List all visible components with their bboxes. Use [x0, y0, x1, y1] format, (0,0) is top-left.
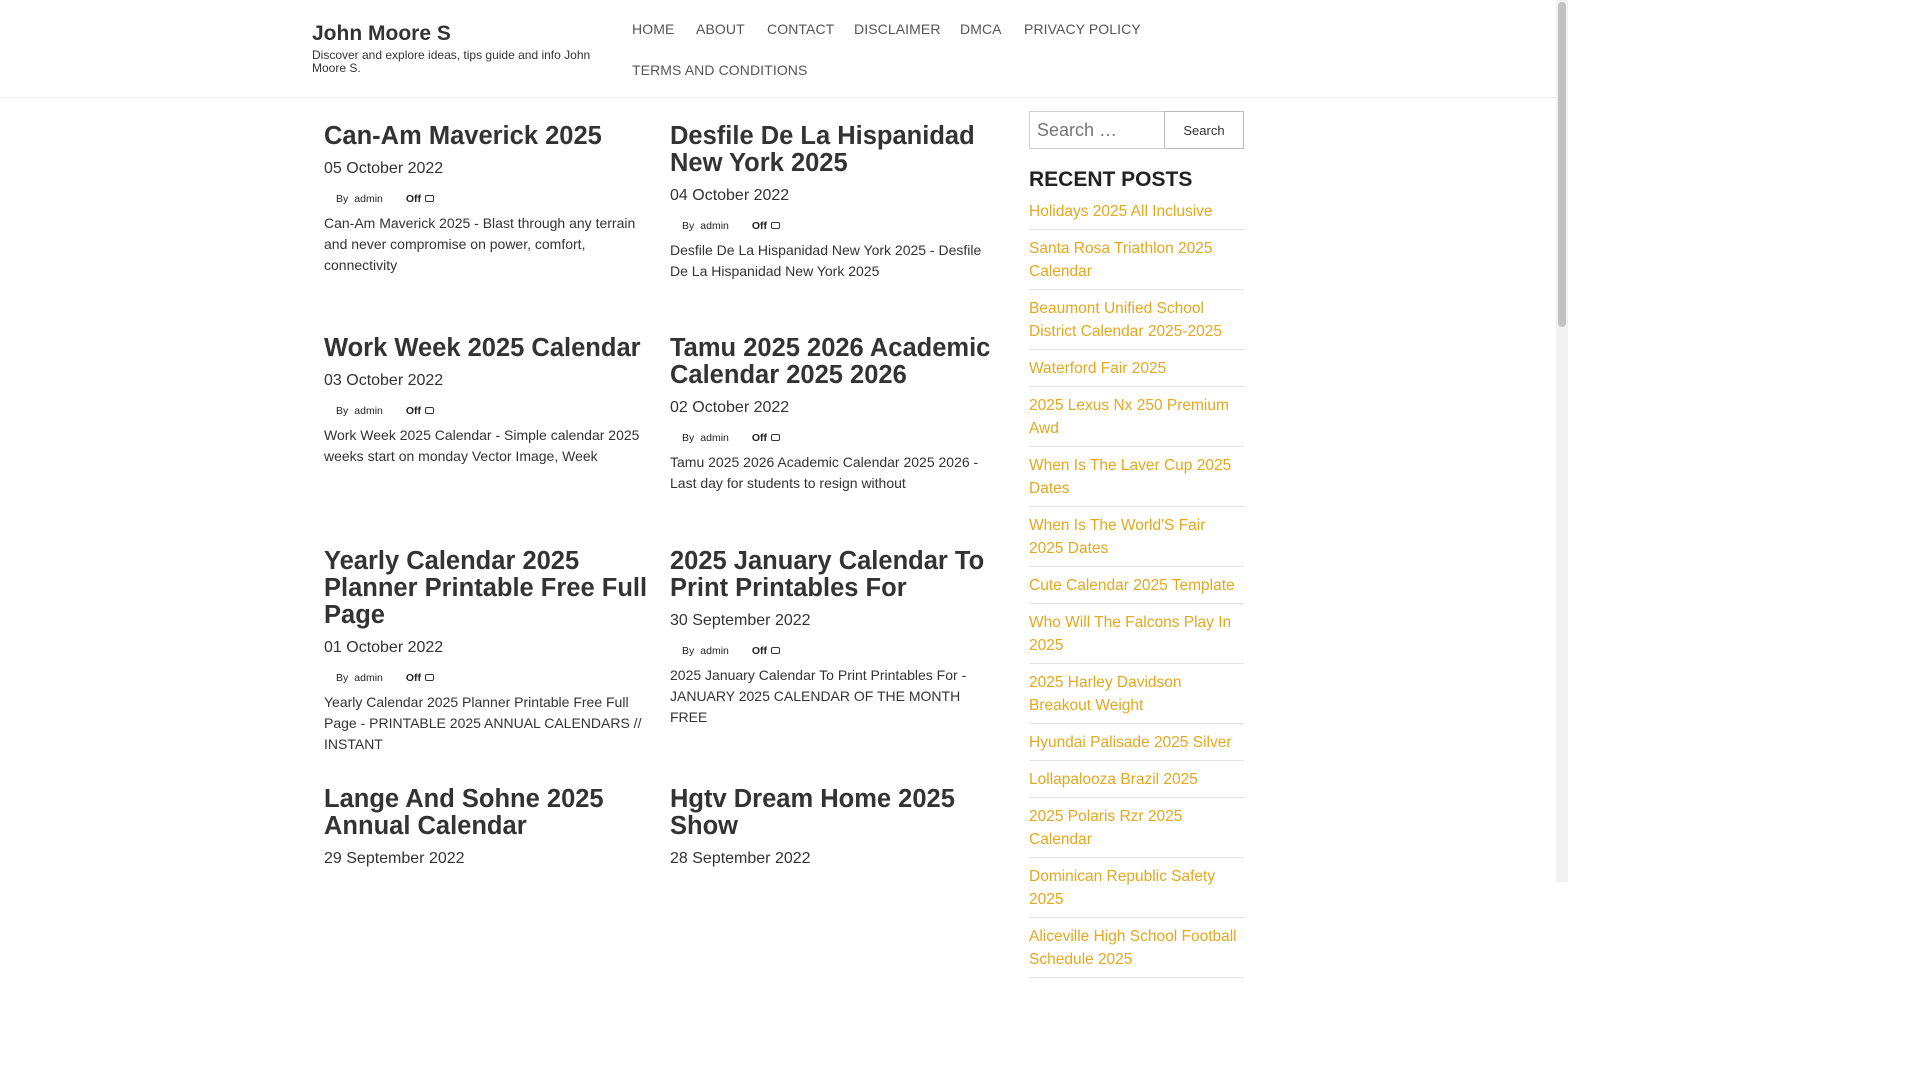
post-meta — [324, 671, 649, 685]
recent-post-item — [1029, 513, 1244, 567]
nav-about[interactable]: ABOUT — [696, 21, 745, 37]
comment-icon — [771, 647, 780, 654]
nav-contact[interactable]: CONTACT — [767, 21, 835, 37]
post-by-label: By — [336, 193, 349, 205]
post-title[interactable]: Hgtv Dream Home 2025 Show — [670, 785, 955, 840]
post-by-label: By — [336, 672, 349, 684]
comment-icon — [425, 674, 434, 681]
comment-icon — [771, 434, 780, 441]
post-excerpt: Work Week 2025 Calendar - Simple calendar 2025 weeks start on monday Vector Image, Week — [324, 427, 640, 464]
recent-post-link[interactable]: Holidays 2025 All Inclusive — [1029, 203, 1213, 220]
post-author[interactable]: admin — [700, 645, 729, 657]
post-date: 30 September 2022 — [670, 612, 811, 629]
post-excerpt: Desfile De La Hispanidad New York 2025 - Desfile De La Hispanidad New York 2025 — [670, 242, 982, 279]
recent-posts-list — [1029, 199, 1244, 984]
recent-post-item — [1029, 296, 1244, 350]
post-title[interactable]: Tamu 2025 2026 Academic Calendar 2025 2026 — [670, 334, 991, 389]
recent-post-link[interactable]: When Is The Laver Cup 2025 Dates — [1029, 457, 1232, 497]
recent-post-link[interactable]: Waterford Fair 2025 — [1029, 360, 1167, 377]
post-date: 05 October 2022 — [324, 160, 444, 177]
post-meta — [324, 192, 649, 206]
recent-post-link[interactable]: 2025 Harley Davidson Breakout Weight — [1029, 674, 1182, 714]
post-title[interactable]: Work Week 2025 Calendar — [324, 334, 641, 362]
recent-post-link[interactable]: Dominican Republic Safety 2025 — [1029, 868, 1216, 908]
post-meta — [670, 644, 995, 658]
recent-post-item — [1029, 730, 1244, 761]
post-by-label: By — [682, 432, 695, 444]
post-author[interactable]: admin — [354, 193, 383, 205]
recent-post-link[interactable]: Lollapalooza Brazil 2025 — [1029, 771, 1198, 788]
recent-posts-heading: RECENT POSTS — [1029, 168, 1193, 191]
recent-post-item — [1029, 804, 1244, 858]
recent-post-item — [1029, 573, 1244, 604]
recent-post-item — [1029, 610, 1244, 664]
post-author[interactable]: admin — [700, 220, 729, 232]
post-card — [324, 786, 649, 869]
recent-post-item — [1029, 393, 1244, 447]
post-comments-status: Off — [751, 645, 768, 657]
post-card — [324, 123, 649, 276]
comment-icon — [771, 222, 780, 229]
brand — [312, 22, 602, 75]
post-date: 01 October 2022 — [324, 639, 444, 656]
recent-post-item — [1029, 236, 1244, 290]
post-meta — [670, 431, 995, 445]
post-comments-status: Off — [751, 220, 768, 232]
post-date: 04 October 2022 — [670, 187, 790, 204]
scrollbar-thumb[interactable] — [1558, 2, 1566, 327]
site-title[interactable]: John Moore S — [312, 22, 451, 45]
nav-terms-and-conditions[interactable]: TERMS AND CONDITIONS — [632, 62, 808, 78]
vertical-scrollbar[interactable] — [1556, 0, 1568, 882]
post-card — [670, 335, 995, 494]
post-title[interactable]: Yearly Calendar 2025 Planner Printable Free Full Page — [324, 547, 648, 629]
post-card — [670, 548, 995, 728]
recent-post-item — [1029, 767, 1244, 798]
post-by-label: By — [682, 220, 695, 232]
post-date: 28 September 2022 — [670, 850, 811, 867]
site-description: Discover and explore ideas, tips guide and info John Moore S. — [312, 48, 591, 75]
recent-post-item — [1029, 670, 1244, 724]
recent-post-item — [1029, 864, 1244, 918]
post-excerpt: 2025 January Calendar To Print Printables For - JANUARY 2025 CALENDAR OF THE MONTH FREE — [670, 667, 967, 725]
post-meta — [324, 404, 649, 418]
recent-post-link[interactable]: 2025 Polaris Rzr 2025 Calendar — [1029, 808, 1183, 848]
nav-disclaimer[interactable]: DISCLAIMER — [854, 21, 941, 37]
recent-post-link[interactable]: Who Will The Falcons Play In 2025 — [1029, 614, 1232, 654]
post-card — [670, 786, 995, 869]
post-author[interactable]: admin — [354, 672, 383, 684]
post-date: 29 September 2022 — [324, 850, 465, 867]
post-comments-status: Off — [405, 193, 422, 205]
post-comments-status: Off — [405, 672, 422, 684]
post-by-label: By — [682, 645, 695, 657]
post-card — [670, 123, 995, 282]
nav-home[interactable]: HOME — [632, 21, 675, 37]
comment-icon — [425, 407, 434, 414]
recent-post-link[interactable]: 2025 Lexus Nx 250 Premium Awd — [1029, 397, 1229, 437]
post-title[interactable]: 2025 January Calendar To Print Printables For — [670, 547, 985, 602]
post-author[interactable]: admin — [700, 432, 729, 444]
recent-post-link[interactable]: Santa Rosa Triathlon 2025 Calendar — [1029, 240, 1213, 280]
recent-post-item — [1029, 199, 1244, 230]
recent-post-link[interactable]: Aliceville High School Football Schedule 2025 — [1029, 928, 1237, 968]
recent-post-item — [1029, 453, 1244, 507]
recent-post-link[interactable]: Beaumont Unified School District Calendar 2025-2025 — [1029, 300, 1222, 340]
post-excerpt: Tamu 2025 2026 Academic Calendar 2025 2026 - Last day for students to resign without — [670, 454, 979, 491]
post-comments-status: Off — [751, 432, 768, 444]
nav-privacy-policy[interactable]: PRIVACY POLICY — [1024, 21, 1141, 37]
post-excerpt: Can-Am Maverick 2025 - Blast through any terrain and never compromise on power, comfort, connectivity — [324, 215, 636, 273]
recent-post-link[interactable]: Hyundai Palisade 2025 Silver — [1029, 734, 1232, 751]
post-title[interactable]: Can-Am Maverick 2025 — [324, 122, 602, 150]
post-meta — [670, 219, 995, 233]
comment-icon — [425, 195, 434, 202]
post-date: 03 October 2022 — [324, 372, 444, 389]
recent-post-link[interactable]: When Is The World'S Fair 2025 Dates — [1029, 517, 1206, 557]
post-card — [324, 335, 649, 467]
site-header — [0, 0, 1556, 98]
post-title[interactable]: Desfile De La Hispanidad New York 2025 — [670, 122, 975, 177]
recent-post-item — [1029, 356, 1244, 387]
recent-post-link[interactable]: Cute Calendar 2025 Template — [1029, 577, 1235, 594]
search-button[interactable]: Search — [1164, 111, 1244, 149]
post-author[interactable]: admin — [354, 405, 383, 417]
post-comments-status: Off — [405, 405, 422, 417]
search-input[interactable] — [1029, 111, 1165, 149]
post-card — [324, 548, 649, 755]
post-date: 02 October 2022 — [670, 399, 790, 416]
post-title[interactable]: Lange And Sohne 2025 Annual Calendar — [324, 785, 604, 840]
nav-dmca[interactable]: DMCA — [960, 21, 1002, 37]
recent-post-item — [1029, 924, 1244, 978]
post-excerpt: Yearly Calendar 2025 Planner Printable Free Full Page - PRINTABLE 2025 ANNUAL CALENDARS // INSTANT — [324, 694, 642, 752]
post-by-label: By — [336, 405, 349, 417]
